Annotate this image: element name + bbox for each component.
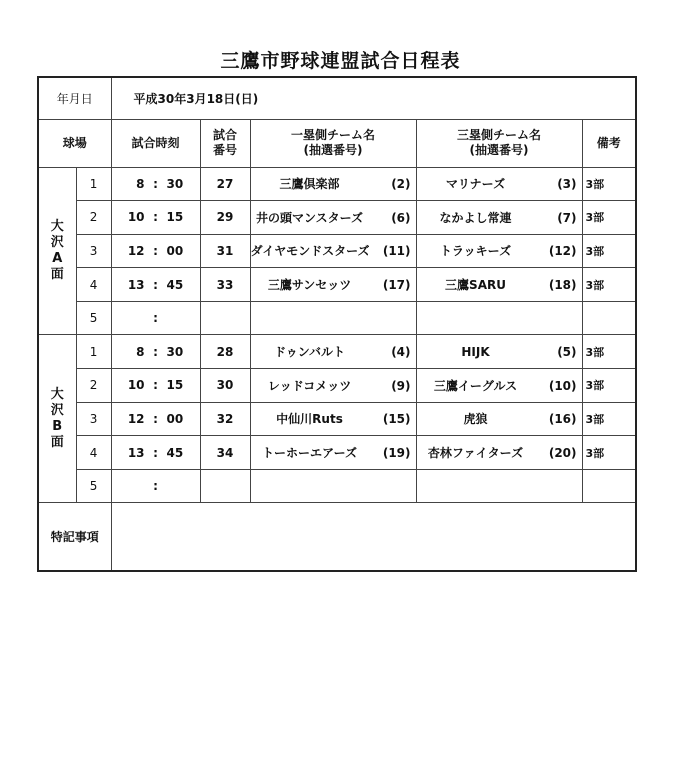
first-base-team [250, 335, 416, 369]
first-base-team [250, 201, 416, 235]
game-number: 29 [200, 201, 250, 235]
first-base-team-name: 三鷹倶楽部 [279, 177, 340, 192]
first-base-team-name: ダイヤモンドスターズ [250, 244, 370, 259]
first-base-team [250, 402, 416, 436]
slot-number: 4 [76, 268, 111, 302]
slot-number: 2 [76, 201, 111, 235]
third-base-team [416, 167, 582, 201]
venue-name-char: 大 [50, 218, 64, 234]
venue-name [38, 335, 76, 503]
header-row [38, 119, 636, 167]
third-base-team [416, 436, 582, 470]
game-number: 28 [200, 335, 250, 369]
venue-name-char: 沢 [50, 234, 64, 250]
match-time [111, 167, 200, 201]
slot-number: 4 [76, 436, 111, 470]
match-time-colon: : [153, 243, 158, 258]
game-number: 30 [200, 369, 250, 403]
match-time-minute: 45 [166, 277, 184, 292]
match-time-colon: : [153, 176, 158, 191]
match-time-colon: : [153, 378, 158, 393]
third-base-team [416, 402, 582, 436]
slot-number: 5 [76, 469, 111, 503]
third-base-team [416, 469, 582, 503]
header-first-team [250, 119, 416, 167]
match-time-hour: 10 [127, 210, 145, 225]
first-base-draw-number: (15) [382, 412, 411, 427]
division-note: 3部 [582, 234, 636, 268]
match-time [111, 335, 200, 369]
slot-number: 1 [76, 167, 111, 201]
table-row [38, 436, 636, 470]
venue-name-char: 面 [50, 266, 64, 282]
match-time-colon: : [153, 210, 158, 225]
special-value [111, 503, 636, 571]
third-base-team [416, 301, 582, 335]
page-title: 三鷹市野球連盟試合日程表 [220, 50, 461, 72]
schedule-table [37, 76, 637, 572]
game-number [200, 301, 250, 335]
first-base-team-name: 井の頭マンスターズ [255, 210, 364, 225]
table-row [38, 268, 636, 302]
first-base-draw-number: (11) [382, 244, 411, 259]
match-time [111, 201, 200, 235]
table-row [38, 469, 636, 503]
game-number: 27 [200, 167, 250, 201]
match-time [111, 369, 200, 403]
slot-number: 3 [76, 234, 111, 268]
third-base-team-name: マリナーズ [445, 177, 506, 192]
match-time-hour: 13 [127, 277, 145, 292]
slot-number: 1 [76, 335, 111, 369]
date-row [38, 77, 636, 119]
third-base-team [416, 369, 582, 403]
third-base-team [416, 335, 582, 369]
header-first-team-line2: (抽選番号) [303, 143, 363, 157]
first-base-draw-number: (9) [391, 378, 411, 393]
match-time-hour: 8 [136, 344, 145, 359]
header-third-team-line2: (抽選番号) [469, 143, 529, 157]
third-base-team-name: 虎狼 [463, 412, 488, 427]
division-note: 3部 [582, 268, 636, 302]
third-base-draw-number: (12) [548, 244, 577, 259]
match-time [111, 301, 200, 335]
game-number: 32 [200, 402, 250, 436]
venue-name [38, 167, 76, 335]
first-base-team [250, 469, 416, 503]
first-base-team-name: 三鷹サンセッツ [267, 278, 352, 293]
header-field: 球場 [38, 119, 111, 167]
division-note [582, 469, 636, 503]
division-note: 3部 [582, 201, 636, 235]
first-base-team [250, 301, 416, 335]
third-base-draw-number: (5) [557, 344, 577, 359]
third-base-draw-number: (10) [548, 378, 577, 393]
third-base-team-name: HIJK [461, 344, 490, 359]
match-time-minute: 00 [166, 411, 184, 426]
table-row [38, 301, 636, 335]
slot-number: 3 [76, 402, 111, 436]
game-number: 33 [200, 268, 250, 302]
game-number: 31 [200, 234, 250, 268]
header-time: 試合時刻 [111, 119, 200, 167]
table-row [38, 167, 636, 201]
match-time-minute: 15 [166, 378, 184, 393]
first-base-team-name: トーホーエアーズ [261, 446, 358, 461]
first-base-team-name: レッドコメッツ [267, 378, 352, 393]
header-game-no-line2: 番号 [213, 143, 238, 157]
match-time [111, 469, 200, 503]
game-number [200, 469, 250, 503]
first-base-team [250, 436, 416, 470]
first-base-team [250, 167, 416, 201]
third-base-draw-number: (16) [548, 412, 577, 427]
first-base-team-name: ドゥンバルト [274, 345, 345, 360]
third-base-draw-number: (3) [557, 177, 577, 192]
first-base-team [250, 234, 416, 268]
table-row [38, 402, 636, 436]
venue-name-char: A [52, 250, 63, 266]
third-base-team [416, 201, 582, 235]
first-base-draw-number: (4) [391, 345, 411, 360]
table-row [38, 201, 636, 235]
special-label: 特記事項 [38, 503, 111, 571]
match-time [111, 268, 200, 302]
header-game-no [200, 119, 250, 167]
division-note: 3部 [582, 436, 636, 470]
match-time-hour: 10 [127, 378, 145, 393]
match-time-minute: 45 [166, 445, 184, 460]
venue-name-char: 大 [50, 386, 64, 402]
venue-body [38, 167, 636, 503]
venue-name-char: B [52, 418, 63, 434]
third-base-team-name: なかよし常連 [439, 210, 512, 225]
first-base-draw-number: (2) [391, 177, 411, 192]
match-time [111, 436, 200, 470]
date-value: 平成30年3月18日(日) [111, 77, 636, 119]
third-base-team-name: 杏林ファイターズ [427, 446, 524, 461]
match-time-colon: : [153, 411, 158, 426]
first-base-team-name: 中仙川Ruts [276, 412, 343, 427]
header-game-no-line1: 試合 [213, 128, 238, 142]
date-label: 年月日 [38, 77, 111, 119]
division-note: 3部 [582, 335, 636, 369]
header-third-team-line1: 三塁側チーム名 [457, 128, 542, 142]
division-note [582, 301, 636, 335]
third-base-team [416, 234, 582, 268]
match-time-hour: 13 [127, 445, 145, 460]
third-base-draw-number: (18) [548, 278, 577, 293]
header-note: 備考 [582, 119, 636, 167]
table-row [38, 234, 636, 268]
match-time-minute: 15 [166, 210, 184, 225]
first-base-draw-number: (19) [382, 446, 411, 461]
division-note: 3部 [582, 402, 636, 436]
match-time-minute: 30 [166, 176, 184, 191]
venue-name-char: 面 [50, 434, 64, 450]
match-time-hour: 12 [127, 243, 145, 258]
match-time [111, 402, 200, 436]
match-time-colon: : [153, 277, 158, 292]
third-base-team-name: 三鷹イーグルス [433, 378, 518, 393]
header-first-team-line1: 一塁側チーム名 [291, 128, 376, 142]
match-time-minute: 00 [166, 243, 184, 258]
third-base-team-name: トラッキーズ [439, 244, 512, 259]
special-row [38, 503, 636, 571]
match-time-colon: : [153, 479, 158, 494]
third-base-team-name: 三鷹SARU [445, 278, 506, 293]
slot-number: 2 [76, 369, 111, 403]
third-base-team [416, 268, 582, 302]
match-time [111, 234, 200, 268]
division-note: 3部 [582, 369, 636, 403]
game-number: 34 [200, 436, 250, 470]
slot-number: 5 [76, 301, 111, 335]
match-time-colon: : [153, 311, 158, 326]
first-base-draw-number: (17) [382, 278, 411, 293]
match-time-colon: : [153, 344, 158, 359]
table-row [38, 369, 636, 403]
venue-name-char: 沢 [50, 402, 64, 418]
header-third-team [416, 119, 582, 167]
third-base-draw-number: (7) [557, 210, 577, 225]
match-time-hour: 8 [136, 176, 145, 191]
match-time-hour: 12 [127, 411, 145, 426]
match-time-minute: 30 [166, 344, 184, 359]
first-base-team [250, 369, 416, 403]
table-row [38, 335, 636, 369]
first-base-team [250, 268, 416, 302]
division-note: 3部 [582, 167, 636, 201]
third-base-draw-number: (20) [548, 446, 577, 461]
match-time-colon: : [153, 445, 158, 460]
first-base-draw-number: (6) [391, 210, 411, 225]
